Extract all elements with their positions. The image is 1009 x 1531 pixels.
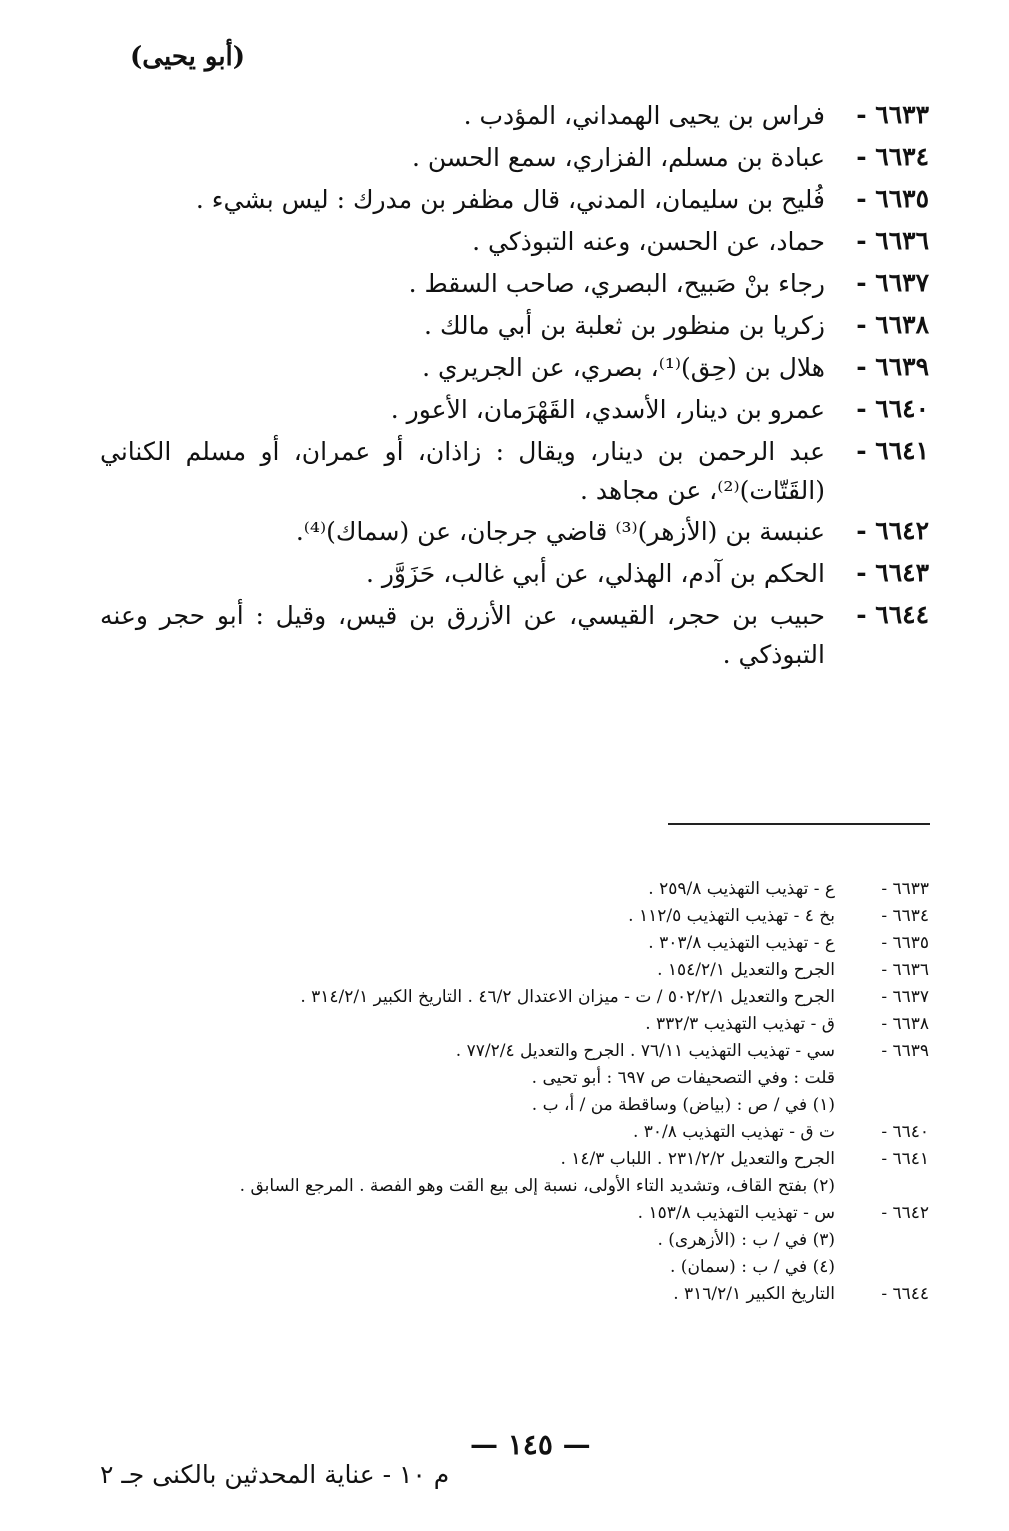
entry-number: ٦٦٤٣ - [856,558,929,587]
footnote-row [156,984,929,1011]
footnote-row [200,1119,929,1146]
entry-number: ٦٦٤٠ - [856,394,929,423]
footnote-number: ٦٦٤٤ - [881,1284,929,1304]
footnote-text: سي - تهذيب التهذيب ٧٦/١١ . الجرح والتعديل ٧٧/٢/٤ . [455,1041,835,1061]
footnote-row [200,1254,929,1281]
entry-number: ٦٦٣٧ - [856,268,929,297]
footnote-number: ٦٦٣٥ - [881,933,929,953]
page-number: — ١٤٥ — [470,1428,591,1461]
footnote-text: (١) في / ص : (بياض) وساقطة من / أ، ب . [531,1095,835,1115]
footnote-number: ٦٦٣٧ - [881,987,929,1007]
entry-6638 [100,306,929,348]
footnote-text: التاريخ الكبير ٣١٦/٢/١ . [673,1284,835,1304]
footnote-number: ٦٦٣٩ - [881,1041,929,1061]
footnote-text: (٢) بفتح القاف، وتشديد التاء الأولى، نسبة إلى بيع القت وهو الفصة . المرجع السابق . [239,1176,835,1196]
entry-6639 [100,348,929,390]
footnote-row [200,876,929,903]
entry-text: حماد، عن الحسن، وعنه التبوذكي . [472,227,825,256]
footnote-number: ٦٦٣٦ - [881,960,929,980]
footnote-row [200,957,929,984]
footnote-separator [668,823,930,825]
entry-text: فُليح بن سليمان، المدني، قال مظفر بن مدرك : ليس بشيء . [195,185,825,214]
entry-6643 [100,554,929,596]
entry-text: زكريا بن منظور بن ثعلبة بن أبي مالك . [424,311,825,340]
entry-text: هلال بن (حِق)⁽¹⁾، بصري، عن الجريري . [422,353,825,382]
footnote-text: ع - تهذيب التهذيب ٣٠٣/٨ . [648,933,835,953]
footnote-text: (٤) في / ب : (سمان) . [670,1257,835,1277]
entry-text: عمرو بن دينار، الأسدي، القَهْرَمان، الأعور . [390,395,825,424]
footnote-text: ت ق - تهذيب التهذيب ٣٠/٨ . [632,1122,835,1142]
entry-text: عبد الرحمن بن دينار، ويقال : زاذان، أو عمران، أو مسلم الكناني (القَتّات)⁽²⁾، عن مجاهد . [100,437,825,505]
footnote-number: ٦٦٤١ - [881,1149,929,1169]
footnote-row [156,1173,929,1200]
entry-6644 [100,596,929,676]
entry-number: ٦٦٣٥ - [856,184,929,213]
entry-6634 [100,138,929,180]
entry-number: ٦٦٣٩ - [856,352,929,381]
entry-text: الحكم بن آدم، الهذلي، عن أبي غالب، حَزَوَّر . [365,559,825,588]
footnote-text: بخ ٤ - تهذيب التهذيب ١١٢/٥ . [628,906,835,926]
entry-number: ٦٦٤٢ - [856,516,929,545]
footnote-text: الجرح والتعديل ٥٠٢/٢/١ / ت - ميزان الاعتدال ٤٦/٢ . التاريخ الكبير ٣١٤/٢/١ . [300,987,835,1007]
entry-6640 [100,390,929,432]
footnote-row [200,1011,929,1038]
footnote-text: (٣) في / ب : (الأزهرى) . [657,1230,835,1250]
footnote-row [200,1200,929,1227]
footnote-text: س - تهذيب التهذيب ١٥٣/٨ . [637,1203,835,1223]
main-entries [100,96,929,676]
entry-text: رجاء بنْ صَبيح، البصري، صاحب السقط . [408,269,825,298]
footnote-row [200,1092,929,1119]
footnote-number: ٦٦٤٢ - [881,1203,929,1223]
footnote-number: ٦٦٣٨ - [881,1014,929,1034]
footnote-number: ٦٦٣٤ - [881,906,929,926]
footnote-row [200,1281,929,1308]
footnote-row [200,930,929,957]
footnote-text: ق - تهذيب التهذيب ٣٣٢/٣ . [645,1014,835,1034]
entry-text: حبيب بن حجر، القيسي، عن الأزرق بن قيس، وقيل : أبو حجر وعنه التبوذكي . [100,601,825,669]
entry-text: عبادة بن مسلم، الفزاري، سمع الحسن . [411,143,825,172]
footnote-text: ع - تهذيب التهذيب ٢٥٩/٨ . [648,879,835,899]
footnote-text: الجرح والتعديل ١٥٤/٢/١ . [657,960,835,980]
footnote-row [200,1146,929,1173]
entry-6642 [100,512,929,554]
entry-text: فراس بن يحيى الهمداني، المؤدب . [463,101,825,130]
footnote-text: الجرح والتعديل ٢٣١/٢/٢ . اللباب ١٤/٣ . [560,1149,835,1169]
footnote-number: ٦٦٣٣ - [881,879,929,899]
footnote-row [200,1065,929,1092]
entry-6641 [100,432,929,512]
entry-number: ٦٦٣٤ - [856,142,929,171]
entry-number: ٦٦٣٨ - [856,310,929,339]
footnote-text: قلت : وفي التصحيفات ص ٦٩٧ : أبو تحيى . [531,1068,835,1088]
entry-text: عنبسة بن (الأزهر)⁽³⁾ قاضي جرجان، عن (سماك)⁽⁴⁾. [295,517,825,546]
footnote-row [200,1227,929,1254]
footnotes [200,876,929,1308]
entry-number: ٦٦٣٣ - [856,100,929,129]
entry-6637 [100,264,929,306]
entry-6636 [100,222,929,264]
entry-6635 [100,180,929,222]
entry-6633 [100,96,929,138]
entry-number: ٦٦٤١ - [856,436,929,465]
footnote-row [200,1038,929,1065]
page-header: (أبو يحيى) [130,42,246,72]
entry-number: ٦٦٣٦ - [856,226,929,255]
entry-number: ٦٦٤٤ - [856,600,929,629]
signature-line: م ١٠ - عناية المحدثين بالكنى جـ ٢ [100,1460,450,1489]
footnote-row [200,903,929,930]
footnote-number: ٦٦٤٠ - [881,1122,929,1142]
